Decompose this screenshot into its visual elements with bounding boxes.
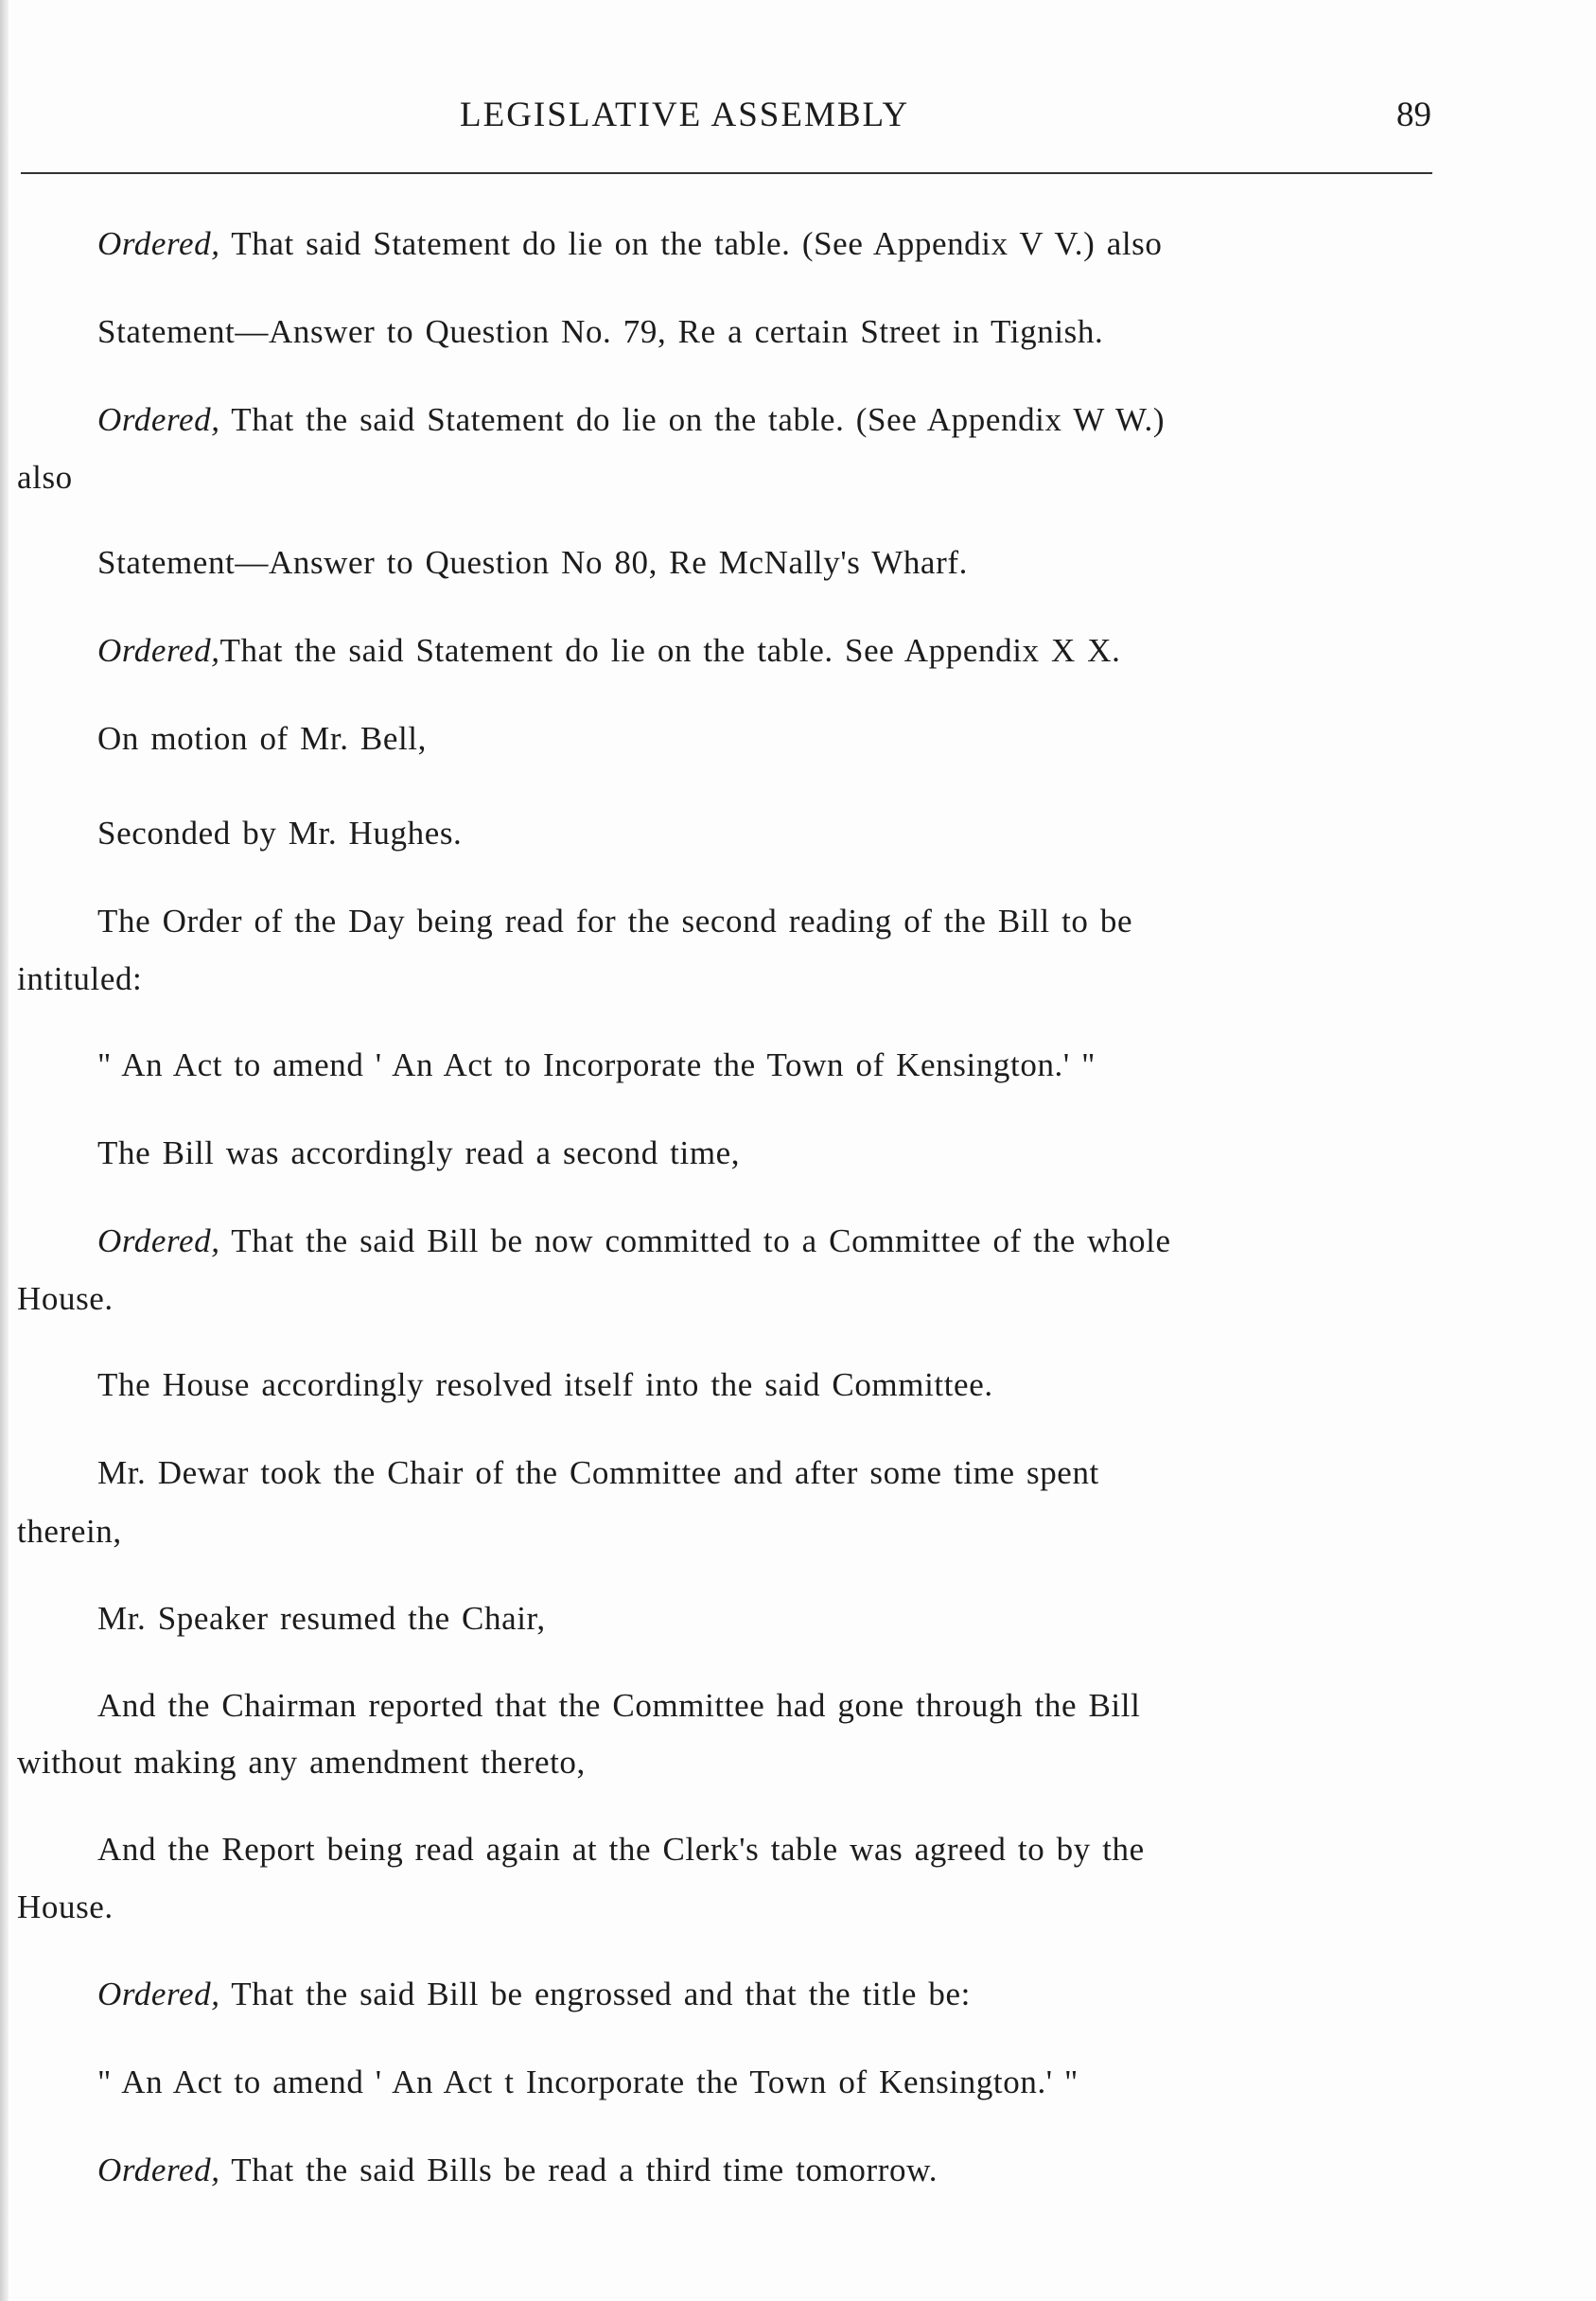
- paragraph-line: [97, 1134, 740, 1172]
- paragraph-line: [97, 1222, 1171, 1260]
- paragraph-line: [97, 1454, 1099, 1492]
- paragraph-line: [97, 2064, 1079, 2101]
- paragraph-text: That the said Bill be engrossed and that the title be:: [231, 1976, 971, 2012]
- paragraph-line: [97, 1046, 1096, 1084]
- paragraph-text: Mr. Speaker resumed the Chair,: [97, 1600, 546, 1637]
- paragraph-line: [97, 544, 968, 582]
- ordered-lead: Ordered,: [97, 1222, 220, 1259]
- paragraph-continuation: without making any amendment thereto,: [17, 1744, 586, 1781]
- paragraph-text: That the said Statement do lie on the table. See Appendix X X.: [219, 632, 1121, 669]
- paragraph-line: [97, 815, 462, 852]
- paragraph-line: [97, 1976, 971, 2013]
- paragraph-line: [97, 1687, 1140, 1725]
- paragraph-text: That the said Bill be now committed to a Committee of the whole: [231, 1222, 1171, 1259]
- paragraph-text: The Bill was accordingly read a second time,: [97, 1134, 741, 1171]
- page-number: 89: [1396, 96, 1431, 134]
- paragraph-text: Statement—Answer to Question No. 79, Re a certain Street in Tignish.: [97, 313, 1104, 350]
- paragraph-text: The Order of the Day being read for the second reading of the Bill to be: [97, 903, 1133, 940]
- paragraph-text: " An Act to amend ' An Act t Incorporate the Town of Kensington.' ": [97, 2064, 1079, 2100]
- paragraph-text: Mr. Dewar took the Chair of the Committee and after some time spent: [97, 1454, 1099, 1491]
- paragraph-continuation: therein,: [17, 1513, 122, 1550]
- header-rule: [21, 172, 1432, 174]
- paragraph-text: Statement—Answer to Question No 80, Re McNally's Wharf.: [97, 544, 968, 581]
- ordered-lead: Ordered,: [97, 401, 220, 438]
- ordered-lead: Ordered,: [97, 1976, 220, 2012]
- running-title: LEGISLATIVE ASSEMBLY: [460, 96, 910, 134]
- paragraph-continuation: also: [17, 459, 73, 496]
- paragraph-text: That said Statement do lie on the table. (See Appendix V V.) also: [231, 225, 1163, 262]
- page-header: [0, 95, 1596, 151]
- paragraph-text: The House accordingly resolved itself into the said Committee.: [97, 1366, 993, 1403]
- paragraph-text: " An Act to amend ' An Act to Incorporate the Town of Kensington.' ": [97, 1046, 1096, 1083]
- paragraph-text: And the Chairman reported that the Committee had gone through the Bill: [97, 1687, 1141, 1724]
- paragraph-line: [97, 1831, 1145, 1869]
- paragraph-continuation: House.: [17, 1888, 114, 1925]
- paragraph-line: [97, 632, 1120, 670]
- paragraph-line: [97, 1366, 993, 1404]
- paragraph-line: [97, 720, 427, 758]
- paragraph-line: [97, 903, 1132, 940]
- paragraph-text: And the Report being read again at the Clerk's table was agreed to by the: [97, 1831, 1145, 1868]
- paragraph-text: On motion of Mr. Bell,: [97, 720, 427, 757]
- paragraph-text: That the said Bills be read a third time tomorrow.: [231, 2152, 938, 2188]
- page-edge-shadow: [0, 0, 9, 2301]
- paragraph-continuation: intituled:: [17, 960, 143, 997]
- paragraph-text: Seconded by Mr. Hughes.: [97, 815, 463, 852]
- paragraph-line: [97, 1600, 546, 1638]
- paragraph-continuation: House.: [17, 1280, 114, 1317]
- ordered-lead: Ordered,: [97, 632, 220, 669]
- paragraph-line: [97, 313, 1103, 351]
- paragraph-line: [97, 225, 1162, 263]
- ordered-lead: Ordered,: [97, 2152, 220, 2188]
- paragraph-line: [97, 2152, 938, 2189]
- paragraph-line: [97, 401, 1165, 439]
- ordered-lead: Ordered,: [97, 225, 220, 262]
- paragraph-text: That the said Statement do lie on the table. (See Appendix W W.): [231, 401, 1166, 438]
